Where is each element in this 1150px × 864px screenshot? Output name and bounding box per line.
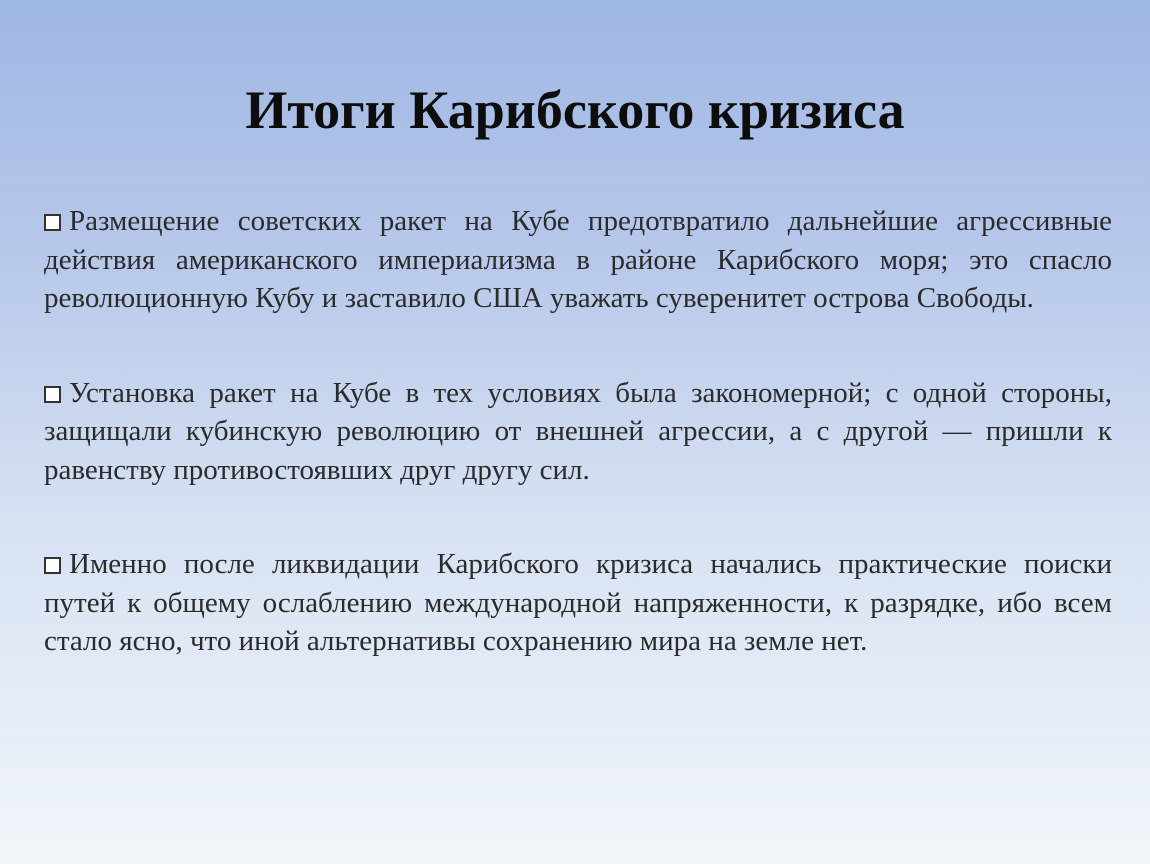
bullet-item	[44, 202, 1112, 318]
bullet-text: Установка ракет на Кубе в тех условиях была закономерной; с одной стороны, защищали кубинскую революцию от внешней агрессии, а с другой — пришли к равенству противостоявших друг другу сил.	[44, 376, 1112, 486]
bullet-text: Именно после ликвидации Карибского кризиса начались практические поиски путей к общему ослаблению международной напряженности, к разрядке, ибо всем стало ясно, что иной альтернативы сохранению мира на земле нет.	[44, 548, 1112, 657]
bullet-item	[44, 374, 1112, 490]
slide-title: Итоги Карибского кризиса	[245, 80, 905, 140]
checkbox-square-icon	[44, 214, 61, 231]
bullet-list	[44, 202, 1112, 661]
bullet-item	[44, 545, 1112, 661]
checkbox-square-icon	[44, 557, 61, 574]
checkbox-square-icon	[44, 386, 61, 403]
bullet-text: Размещение советских ракет на Кубе предотвратило дальнейшие агрессивные действия американского империализма в районе Карибского моря; это спасло революционную Кубу и заставило США уважать суверенитет острова Свободы.	[44, 205, 1112, 314]
